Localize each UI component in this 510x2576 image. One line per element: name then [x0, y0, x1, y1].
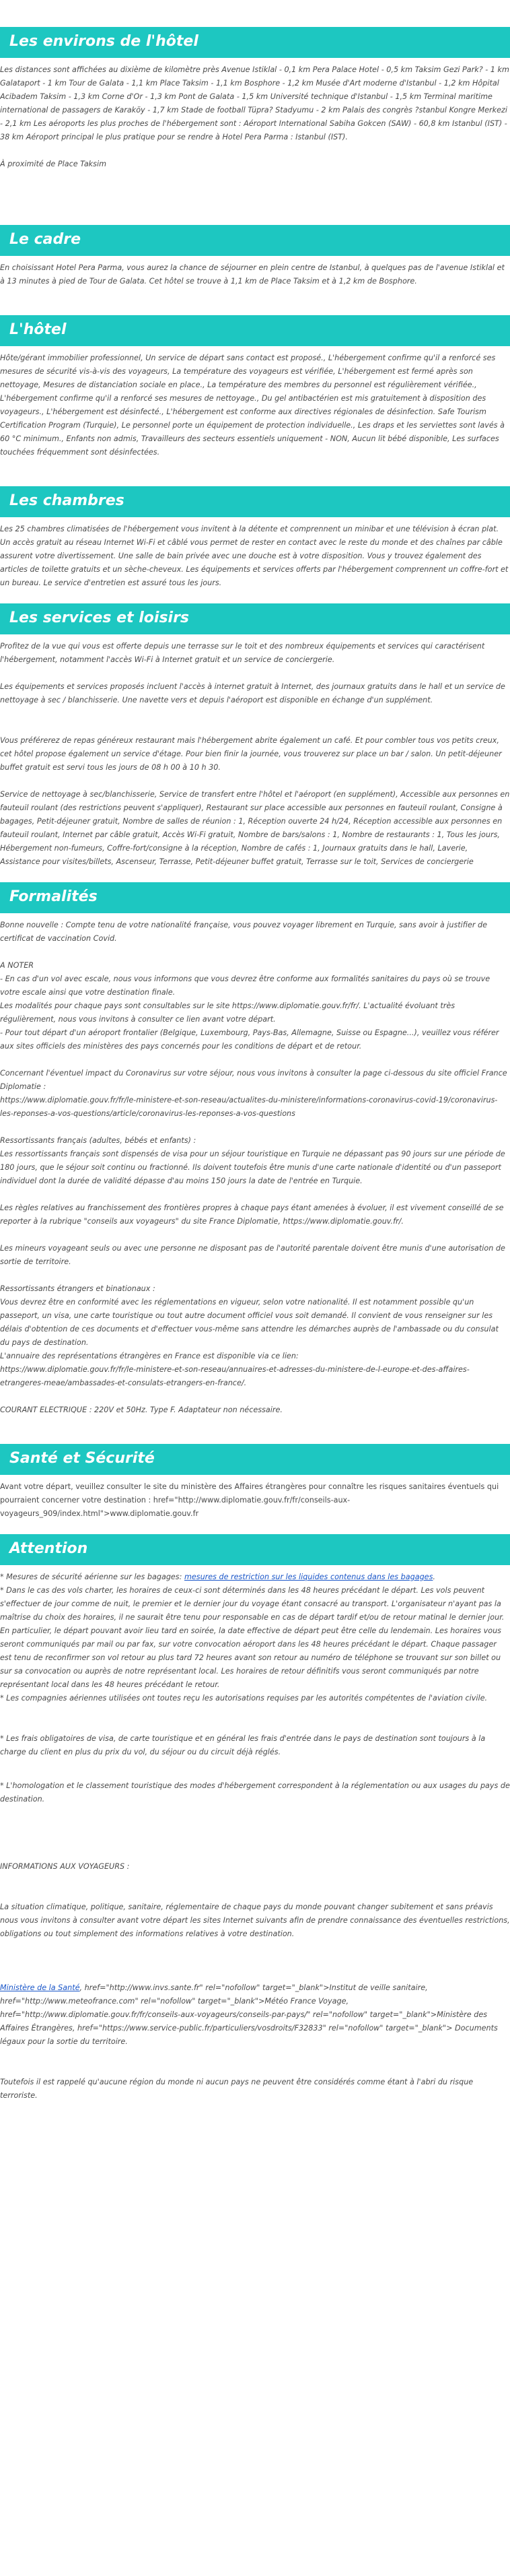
attention-text	[0, 1571, 510, 2103]
environs-text	[0, 63, 510, 171]
formalites-p2: A NOTER - En cas d'un vol avec escale, nous vous informons que vous devrez être conforme aux formalités sanitaires du pays où se trouve votre escale ainsi que votre destination finale. Les modalités pour chaque pays sont consultables sur le site https://www.diplomatie.gouv.fr/fr/. L'actualité évoluant très régulièrement, nous vous invitons à consulter ce lien avant votre départ. - Pour tout départ d'un aéroport frontalier (Belgique, Luxembourg, Pays-Bas, Allemagne, Suisse ou Espagne...), veuillez vous référer aux sites officiels des ministères des pays concernés pour les conditions de départ et de retour.	[0, 961, 499, 1051]
attention-p4: INFORMATIONS AUX VOYAGEURS :	[0, 1862, 130, 1871]
liquids-restriction-link[interactable]: mesures de restriction sur les liquides contenus dans les bagages	[184, 1573, 433, 1581]
chambres-text	[0, 523, 510, 590]
environs-proximity: À proximité de Place Taksim	[0, 160, 106, 168]
services-p4: Service de nettoyage à sec/blanchisserie, Service de transfert entre l'hôtel et l'aéroport (en supplément), Accessible aux personnes en fauteuil roulant (des restrictions peuvent s'appliquer), Restaurant sur place accessible aux personnes en fauteuil roulant, Consigne à bagages, Petit-déjeuner gratuit, Nombre de salles de réunion : 1, Réception ouverte 24 h/24, Réception accessible aux personnes en fauteuil roulant, Internet par câble gratuit, Accès Wi-Fi gratuit, Nombre de bars/salons : 1, Nombre de restaurants : 1, Tous les jours, Hébergement non-fumeurs, Coffre-fort/consigne à la réception, Nombre de cafés : 1, Journaux gratuits dans le hall, Laverie, Assistance pour visites/billets, Ascenseur, Terrasse, Petit-déjeuner buffet gratuit, Terrasse sur le toit, Services de conciergerie	[0, 790, 510, 866]
attention-p1	[0, 1571, 510, 1584]
section-sante	[0, 1444, 510, 1521]
section-title-sante: Santé et Sécurité	[0, 1444, 510, 1475]
services-p2: Les équipements et services proposés incluent l'accès à internet gratuit à Internet, des journaux gratuits dans le hall et un service de nettoyage à sec / blanchisserie. Une navette vers et depuis l'aéroport est disponible en échange d'un supplément.	[0, 682, 505, 704]
section-attention	[0, 1534, 510, 2103]
formalites-p8: COURANT ELECTRIQUE : 220V et 50Hz. Type F. Adaptateur non nécessaire.	[0, 1406, 283, 1414]
section-title-cadre: Le cadre	[0, 225, 510, 256]
attention-p2: * Les frais obligatoires de visa, de carte touristique et en général les frais d'entrée dans le pays de destination sont toujours à la charge du client en plus du prix du vol, du séjour ou du circuit déjà réglés.	[0, 1734, 486, 1756]
section-title-formalites: Formalités	[0, 882, 510, 913]
formalites-p7: Ressortissants étrangers et binationaux : Vous devrez être en conformité avec les réglementations en vigueur, selon votre nationalité. Il est notamment possible qu'un passeport, un visa, une carte touristique ou tout autre document officiel vous soit demandé. Il convient de vous renseigner sur les délais d'obtention de ces documents et d'effectuer vous-même sans attendre les démarches auprès de l'ambassade ou du consulat du pays de destination. L'annuaire des représentations étrangères en France est disponible via ce lien: https://www.diplomatie.gouv.fr/fr/le-ministere-et-son-reseau/annuaires-et-adresses-du-ministere-de-l-europe-et-des-affaires-etrangeres-meae/ambassades-et-consulats-etrangers-en-france/.	[0, 1284, 499, 1387]
sante-paragraph: Avant votre départ, veuillez consulter le site du ministère des Affaires étrangères pour connaître les risques sanitaires éventuels qui pourraient concerner votre destination : href="http://www.diplomatie.gouv.fr/fr/conseils-aux-voyageurs_909/index.html">www.diplomatie.gouv.fr	[0, 1482, 499, 1518]
cadre-text	[0, 261, 510, 288]
attention-p3: * L'homologation et le classement touristique des modes d'hébergement correspondent à la réglementation ou aux usages du pays de destination.	[0, 1781, 510, 1804]
section-formalites	[0, 882, 510, 1417]
hotel-text	[0, 352, 510, 459]
attention-p1-rest: * Dans le cas des vols charter, les horaires de ceux-ci sont déterminés dans les 48 heures précédant le départ. Les vols peuvent s'effectuer de jour comme de nuit, le premier et le dernier jour du voyage étant consacré au transport. L'organisateur n'ayant pas la maîtrise du choix des horaires, il ne saurait être tenu pour responsable en cas de départ tardif et/ou de retour matinal le dernier jour. En particulier, le départ pouvant avoir lieu tard en soirée, la date effective de départ peut être celle du lendemain. Les horaires vous seront communiqués par mail ou par fax, sur votre convocation aéroport dans les 48 heures précédant le départ. Chaque passager est tenu de reconfirmer son vol retour au plus tard 72 heures avant son retour au numéro de téléphone se trouvant sur son billet ou sur sa convocation ou auprès de notre représentant local. Les horaires de retour définitifs vous seront communiqués par notre représentant local dans les 48 heures précédant le retour. * Les compagnies aériennes utilisées ont toutes reçu les autorisations requises par les autorités compétentes de l'aviation civile.	[0, 1586, 505, 1703]
section-environs	[0, 0, 510, 171]
cadre-paragraph: En choisissant Hotel Pera Parma, vous aurez la chance de séjourner en plein centre de Istanbul, à quelques pas de l'avenue Istiklal et à 13 minutes à pied de Tour de Galata. Cet hôtel se trouve à 1,1 km de Place Taksim et à 1,2 km de Bosphore.	[0, 263, 505, 286]
formalites-text	[0, 919, 510, 1417]
section-title-chambres: Les chambres	[0, 486, 510, 517]
attention-p1-prefix: * Mesures de sécurité aérienne sur les bagages:	[0, 1573, 184, 1581]
hotel-paragraph: Hôte/gérant immobilier professionnel, Un service de départ sans contact est proposé., L'hébergement confirme qu'il a renforcé ses mesures de sécurité vis-à-vis des voyageurs, La température des voyageurs est vérifiée, L'hébergement est fermé après son nettoyage, Mesures de distanciation sociale en place., La température des membres du personnel est régulièrement vérifiée., L'hébergement confirme qu'il a renforcé ses mesures de nettoyage., Du gel antibactérien est mis gratuitement à disposition des voyageurs., L'hébergement est désinfecté., L'hébergement est conforme aux directives régionales de désinfection. Safe Tourism Certification Program (Turquie), Le personnel porte un équipement de protection individuelle., Les draps et les serviettes sont lavés à 60 °C minimum., Enfants non admis, Travailleurs des secteurs essentiels uniquement - NON, Aucun lit bébé disponible, Les surfaces touchées fréquemment sont désinfectées.	[0, 354, 505, 457]
attention-p5: La situation climatique, politique, sanitaire, réglementaire de chaque pays du monde pouvant changer subitement et sans préavis nous vous invitons à consulter avant votre départ les sites Internet suivants afin de prendre connaissance des éventuelles restrictions, obligations ou tout simplement des informations relatives à votre destination.	[0, 1903, 510, 1938]
attention-p6	[0, 1981, 510, 2049]
section-title-environs: Les environs de l'hôtel	[0, 27, 510, 58]
chambres-paragraph: Les 25 chambres climatisées de l'hébergement vous invitent à la détente et comprennent un minibar et une télévision à écran plat. Un accès gratuit au réseau Internet Wi-Fi et câblé vous permet de rester en contact avec le reste du monde et des chaînes par câble assurent votre divertissement. Une salle de bain privée avec une douche est à votre disposition. Vous y trouvez également des articles de toilette gratuits et un sèche-cheveux. Les équipements et services offerts par l'hébergement comprennent un coffre-fort et un bureau. Le service d'entretien est assuré tous les jours.	[0, 525, 509, 587]
services-p3: Vous préférerez de repas généreux restaurant mais l'hébergement abrite également un café. Et pour combler tous vos petits creux, cet hôtel propose également un service d'étage. Pour bien finir la journée, vous trouverez sur place un bar / salon. Un petit-déjeuner buffet gratuit est servi tous les jours de 08 h 00 à 10 h 30.	[0, 736, 502, 772]
section-title-services: Les services et loisirs	[0, 603, 510, 634]
attention-p1-suffix: .	[433, 1573, 435, 1581]
formalites-p3: Concernant l'éventuel impact du Coronavirus sur votre séjour, nous vous invitons à consulter la page ci-dessous du site officiel France Diplomatie : https://www.diplomatie.gouv.fr/fr/le-ministere-et-son-reseau/actualites-du-ministere/informations-coronavirus-covid-19/coronavirus-les-reponses-a-vos-questions/article/coronavirus-les-reponses-a-vos-questions	[0, 1069, 507, 1118]
section-hotel	[0, 315, 510, 459]
section-title-attention: Attention	[0, 1534, 510, 1565]
section-cadre	[0, 225, 510, 288]
formalites-p4: Ressortissants français (adultes, bébés et enfants) : Les ressortissants français sont dispensés de visa pour un séjour touristique en Turquie ne dépassant pas 90 jours sur une période de 180 jours, que le séjour soit continu ou fractionné. Ils doivent toutefois être munis d'une carte nationale d'identité ou d'un passeport individuel dont la durée de validité dépasse d'au moins 150 jours la date de l'entrée en Turquie.	[0, 1136, 505, 1185]
environs-distances: Les distances sont affichées au dixième de kilomètre près Avenue Istiklal - 0,1 km Pera Palace Hotel - 0,5 km Taksim Gezi Park? - 1 km Galataport - 1 km Tour de Galata - 1,1 km Place Taksim - 1,1 km Bosphore - 1,2 km Musée d'Art moderne d'Istanbul - 1,2 km Hôpital Acibadem Taksim - 1,3 km Corne d'Or - 1,3 km Pont de Galata - 1,5 km Université technique d'Istanbul - 1,5 km Terminal maritime international de passagers de Karaköy - 1,7 km Stade de football Tüpra? Stadyumu - 2 km Palais des congrès ?stanbul Kongre Merkezi - 2,1 km Les aéroports les plus proches de l'hébergement sont : Aéroport International Sabiha Gokcen (SAW) - 60,8 km Istanbul (IST) - 38 km Aéroport principal le plus pratique pour se rendre à Hotel Pera Parma : Istanbul (IST).	[0, 65, 509, 141]
section-chambres	[0, 486, 510, 590]
formalites-p6: Les mineurs voyageant seuls ou avec une personne ne disposant pas de l'autorité parentale doivent être munis d'une autorisation de sortie de territoire.	[0, 1244, 505, 1266]
formalites-p5: Les règles relatives au franchissement des frontières propres à chaque pays étant amenées à évoluer, il est vivement conseillé de se reporter à la rubrique "conseils aux voyageurs" du site France Diplomatie, https://www.diplomatie.gouv.fr/.	[0, 1203, 504, 1226]
formalites-p1: Bonne nouvelle : Compte tenu de votre nationalité française, vous pouvez voyager librement en Turquie, sans avoir à justifier de certificat de vaccination Covid.	[0, 921, 488, 943]
section-services	[0, 603, 510, 869]
attention-p6-rest: , href="http://www.invs.sante.fr" rel="nofollow" target="_blank">Institut de veille sanitaire, href="http://www.meteofrance.com" rel="nofollow" target="_blank">Météo France Voyage, href="http://www.diplomatie.gouv.fr/fr/conseils-aux-voyageurs/conseils-par-pays/" rel="nofollow" target="_blank">Ministère des Affaires Étrangères, href="https://www.service-public.fr/particuliers/vosdroits/F32833" rel="nofollow" target="_blank"> Documents légaux pour la sortie du territoire.	[0, 1983, 498, 2046]
sante-text	[0, 1480, 510, 1521]
section-title-hotel: L'hôtel	[0, 315, 510, 346]
services-p1: Profitez de la vue qui vous est offerte depuis une terrasse sur le toit et des nombreux équipements et services qui caractérisent l'hébergement, notamment l'accès Wi-Fi à Internet gratuit et un service de conciergerie.	[0, 642, 485, 664]
attention-p7: Toutefois il est rappelé qu'aucune région du monde ni aucun pays ne peuvent être considérés comme étant à l'abri du risque terroriste.	[0, 2078, 474, 2100]
ministere-sante-link[interactable]: Ministère de la Santé	[0, 1983, 80, 1992]
services-text	[0, 640, 510, 869]
